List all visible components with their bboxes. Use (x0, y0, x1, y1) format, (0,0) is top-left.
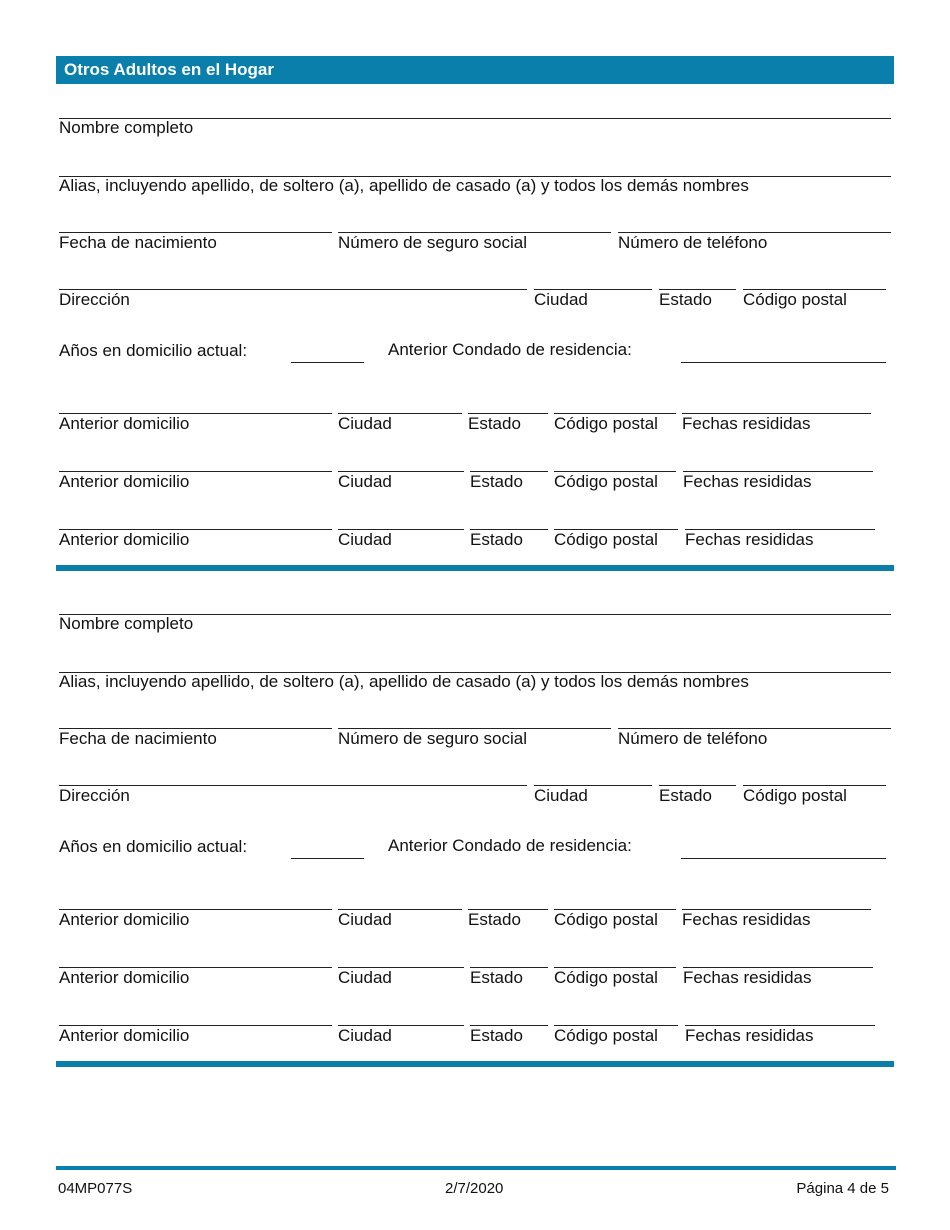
adult-1-prior-city-1-field-input[interactable] (338, 390, 466, 414)
adult-1-prior-zip-3-field-input[interactable] (554, 506, 682, 530)
adult-1-prior-address-1-field-input[interactable] (59, 390, 336, 414)
adult-2-label-state: Estado (470, 968, 523, 987)
adult-1-prior-zip-2-field-input[interactable] (554, 448, 680, 472)
adult-2-label-prior-address: Anterior domicilio (59, 1026, 190, 1045)
adult-1-label-years-current: Años en domicilio actual: (59, 341, 248, 360)
form-date: 2/7/2020 (445, 1180, 504, 1197)
adult-2-full-name-field-input[interactable] (59, 591, 895, 615)
adult-2-prior-address-1-field-input[interactable] (59, 886, 336, 910)
adult-2-label-ssn: Número de seguro social (338, 729, 527, 748)
adult-1-label-state: Estado (468, 414, 521, 433)
adult-1-prior-city-2-field-input[interactable] (338, 448, 468, 472)
adult-1-dates-resided-1-field-input[interactable] (682, 390, 875, 414)
adult-2-phone-field-input[interactable] (618, 705, 895, 729)
adult-1-section-divider (56, 565, 894, 571)
adult-1-dates-resided-3-field-input[interactable] (685, 506, 879, 530)
adult-1-label-city: Ciudad (338, 530, 392, 549)
adult-1-label-ssn: Número de seguro social (338, 233, 527, 252)
adult-1-label-state: Estado (470, 472, 523, 491)
adult-1-label-full-name: Nombre completo (59, 118, 194, 137)
adult-2-prior-county-field[interactable] (681, 858, 886, 859)
adult-1-label-dob: Fecha de nacimiento (59, 233, 217, 252)
adult-2-prior-city-3-field-input[interactable] (338, 1002, 468, 1026)
adult-2-dob-field-input[interactable] (59, 705, 336, 729)
adult-1-years-current-field[interactable] (291, 362, 364, 363)
adult-2-dates-resided-2-field-input[interactable] (683, 944, 877, 968)
adult-1-label-state: Estado (659, 290, 712, 309)
adult-2-years-current-field[interactable] (291, 858, 364, 859)
adult-2-label-city: Ciudad (338, 968, 392, 987)
adult-2-label-state: Estado (468, 910, 521, 929)
adult-2-state-field-input[interactable] (659, 762, 740, 786)
adult-2-aliases-field-input[interactable] (59, 649, 895, 673)
adult-2-ssn-field-input[interactable] (338, 705, 615, 729)
adult-2-label-aliases: Alias, incluyendo apellido, de soltero (a), apellido de casado (a) y todos los demás nombres (59, 672, 749, 691)
adult-2-section-divider (56, 1061, 894, 1067)
adult-2-label-zip: Código postal (554, 968, 658, 987)
adult-1-phone-field-input[interactable] (618, 209, 895, 233)
section-header (56, 56, 894, 84)
adult-2-label-dob: Fecha de nacimiento (59, 729, 217, 748)
adult-1-aliases-field-input[interactable] (59, 153, 895, 177)
adult-2-prior-city-2-field-input[interactable] (338, 944, 468, 968)
section-title: Otros Adultos en el Hogar (64, 60, 275, 79)
page-number: Página 4 de 5 (796, 1180, 889, 1197)
adult-2-years-current-field-input[interactable] (291, 835, 368, 859)
adult-1-label-prior-address: Anterior domicilio (59, 530, 190, 549)
adult-2-label-state: Estado (659, 786, 712, 805)
adult-2-label-zip: Código postal (743, 786, 847, 805)
adult-2-dates-resided-1-field-input[interactable] (682, 886, 875, 910)
adult-1-label-prior-county: Anterior Condado de residencia: (388, 340, 632, 359)
adult-1-prior-city-3-field-input[interactable] (338, 506, 468, 530)
adult-2-address-field-input[interactable] (59, 762, 531, 786)
adult-2-label-full-name: Nombre completo (59, 614, 194, 633)
adult-2-prior-zip-1-field-input[interactable] (554, 886, 680, 910)
adult-1-label-prior-address: Anterior domicilio (59, 472, 190, 491)
adult-1-label-zip: Código postal (554, 414, 658, 433)
adult-1-prior-address-2-field-input[interactable] (59, 448, 336, 472)
adult-1-label-dates-resided: Fechas resididas (685, 530, 814, 549)
adult-1-label-aliases: Alias, incluyendo apellido, de soltero (a), apellido de casado (a) y todos los demás nombres (59, 176, 749, 195)
adult-2-label-address: Dirección (59, 786, 130, 805)
adult-2-prior-state-1-field-input[interactable] (468, 886, 552, 910)
adult-2-prior-address-2-field-input[interactable] (59, 944, 336, 968)
adult-1-label-zip: Código postal (743, 290, 847, 309)
adult-2-label-city: Ciudad (534, 786, 588, 805)
adult-1-prior-state-1-field-input[interactable] (468, 390, 552, 414)
adult-2-label-dates-resided: Fechas resididas (683, 968, 812, 987)
adult-2-prior-state-3-field-input[interactable] (470, 1002, 552, 1026)
adult-2-prior-city-1-field-input[interactable] (338, 886, 466, 910)
adult-1-state-field-input[interactable] (659, 266, 740, 290)
adult-1-address-field-input[interactable] (59, 266, 531, 290)
adult-2-label-city: Ciudad (338, 910, 392, 929)
adult-2-label-dates-resided: Fechas resididas (685, 1026, 814, 1045)
form-id: 04MP077S (58, 1180, 133, 1197)
adult-2-prior-zip-2-field-input[interactable] (554, 944, 680, 968)
adult-1-label-city: Ciudad (338, 414, 392, 433)
adult-1-years-current-field-input[interactable] (291, 339, 368, 363)
adult-1-label-state: Estado (470, 530, 523, 549)
adult-1-label-address: Dirección (59, 290, 130, 309)
adult-2-label-city: Ciudad (338, 1026, 392, 1045)
adult-1-prior-zip-1-field-input[interactable] (554, 390, 680, 414)
adult-1-prior-state-2-field-input[interactable] (470, 448, 552, 472)
adult-2-dates-resided-3-field-input[interactable] (685, 1002, 879, 1026)
footer-rule (56, 1166, 896, 1170)
adult-2-prior-address-3-field-input[interactable] (59, 1002, 336, 1026)
adult-1-label-zip: Código postal (554, 530, 658, 549)
adult-1-prior-county-field-input[interactable] (681, 339, 890, 363)
adult-1-dob-field-input[interactable] (59, 209, 336, 233)
adult-1-label-zip: Código postal (554, 472, 658, 491)
adult-1-label-phone: Número de teléfono (618, 233, 768, 252)
adult-2-label-zip: Código postal (554, 1026, 658, 1045)
adult-1-label-prior-address: Anterior domicilio (59, 414, 190, 433)
adult-2-zip-field-input[interactable] (743, 762, 890, 786)
adult-1-prior-address-3-field-input[interactable] (59, 506, 336, 530)
adult-2-label-dates-resided: Fechas resididas (682, 910, 811, 929)
adult-2-label-phone: Número de teléfono (618, 729, 768, 748)
adult-2-label-years-current: Años en domicilio actual: (59, 837, 248, 856)
adult-1-prior-state-3-field-input[interactable] (470, 506, 552, 530)
adult-1-label-city: Ciudad (338, 472, 392, 491)
adult-1-dates-resided-2-field-input[interactable] (683, 448, 877, 472)
adult-1-label-dates-resided: Fechas resididas (683, 472, 812, 491)
adult-1-label-city: Ciudad (534, 290, 588, 309)
adult-1-prior-county-field[interactable] (681, 362, 886, 363)
adult-2-label-state: Estado (470, 1026, 523, 1045)
adult-1-ssn-field-input[interactable] (338, 209, 615, 233)
adult-1-full-name-field-input[interactable] (59, 95, 895, 119)
adult-2-prior-zip-3-field-input[interactable] (554, 1002, 682, 1026)
adult-1-city-field-input[interactable] (534, 266, 656, 290)
adult-2-city-field-input[interactable] (534, 762, 656, 786)
adult-1-zip-field-input[interactable] (743, 266, 890, 290)
adult-2-label-prior-county: Anterior Condado de residencia: (388, 836, 632, 855)
adult-2-prior-county-field-input[interactable] (681, 835, 890, 859)
adult-2-prior-state-2-field-input[interactable] (470, 944, 552, 968)
adult-1-label-dates-resided: Fechas resididas (682, 414, 811, 433)
adult-2-label-prior-address: Anterior domicilio (59, 968, 190, 987)
adult-2-label-prior-address: Anterior domicilio (59, 910, 190, 929)
adult-2-label-zip: Código postal (554, 910, 658, 929)
